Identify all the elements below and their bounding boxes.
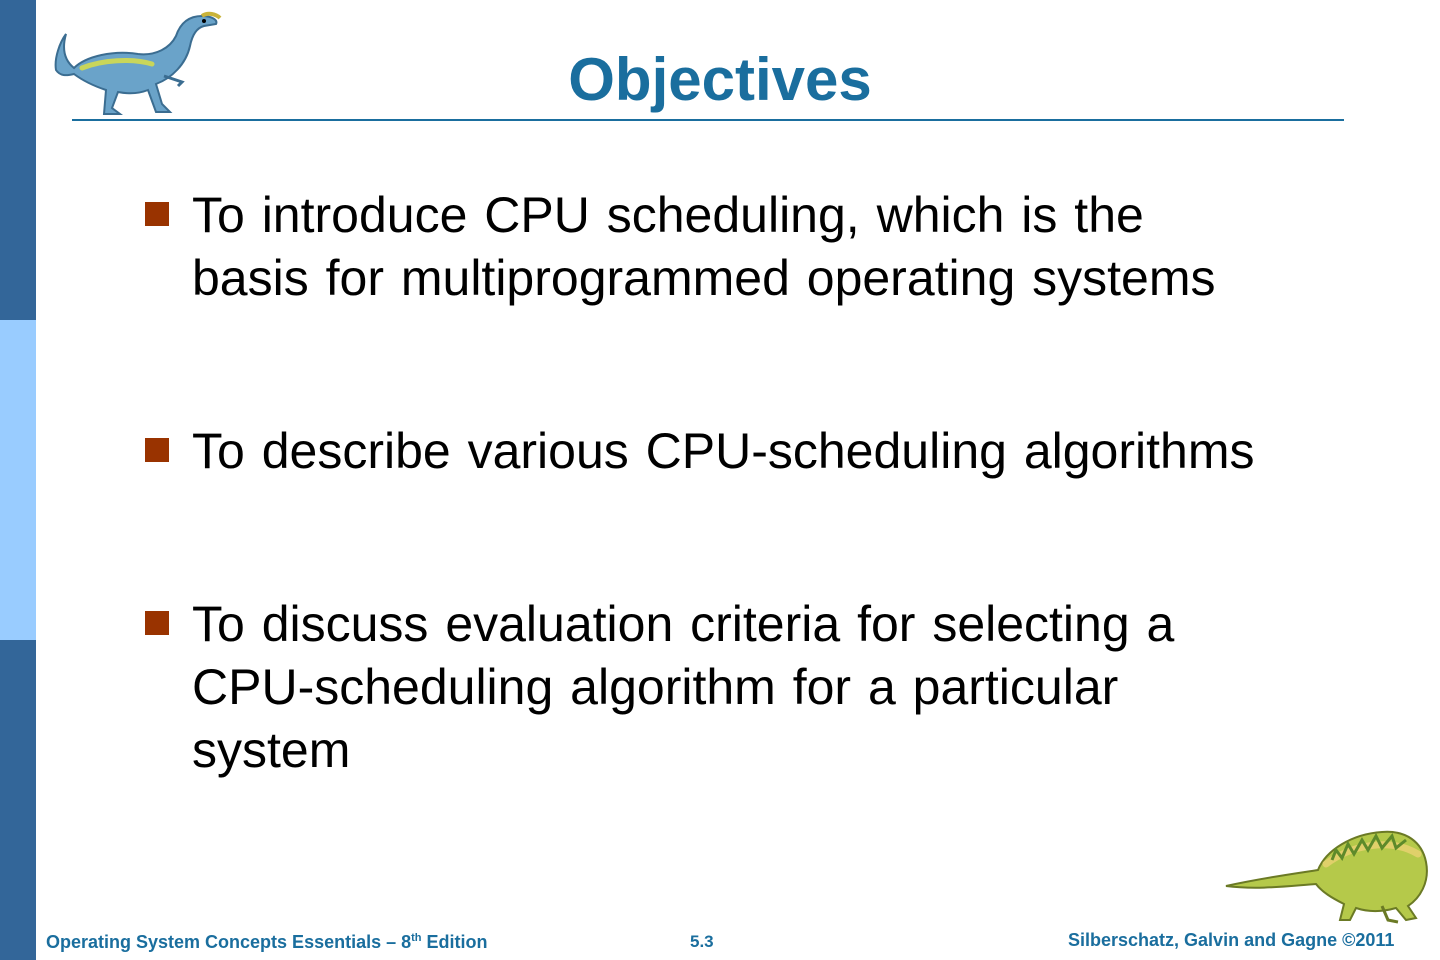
footer-book-title: Operating System Concepts Essentials – 8th Edition — [46, 932, 488, 952]
sidebar-strip-bottom — [0, 640, 36, 960]
square-bullet-icon — [145, 438, 169, 462]
square-bullet-icon — [145, 202, 169, 226]
bullet-line: system — [192, 722, 351, 778]
bullet-text — [192, 184, 1332, 310]
slide-title: Objectives — [568, 46, 872, 113]
bullet-line: CPU-scheduling algorithm for a particular — [192, 659, 1119, 715]
sidebar-strip-middle — [0, 320, 36, 640]
bullet-line: To discuss evaluation criteria for selecting a — [192, 596, 1175, 652]
footer-page-number: 5.3 — [690, 932, 714, 951]
bullet-line: To introduce CPU scheduling, which is the — [192, 187, 1144, 243]
bullet-line: basis for multiprogrammed operating systems — [192, 250, 1216, 306]
bullet-text — [192, 420, 1332, 483]
dinosaur-icon — [1222, 820, 1432, 925]
title-divider — [72, 119, 1344, 121]
square-bullet-icon — [145, 611, 169, 635]
footer-copyright: Silberschatz, Galvin and Gagne ©2011 — [1068, 930, 1395, 950]
bullet-text — [192, 593, 1332, 782]
bullet-line: To describe various CPU-scheduling algorithms — [192, 423, 1255, 479]
